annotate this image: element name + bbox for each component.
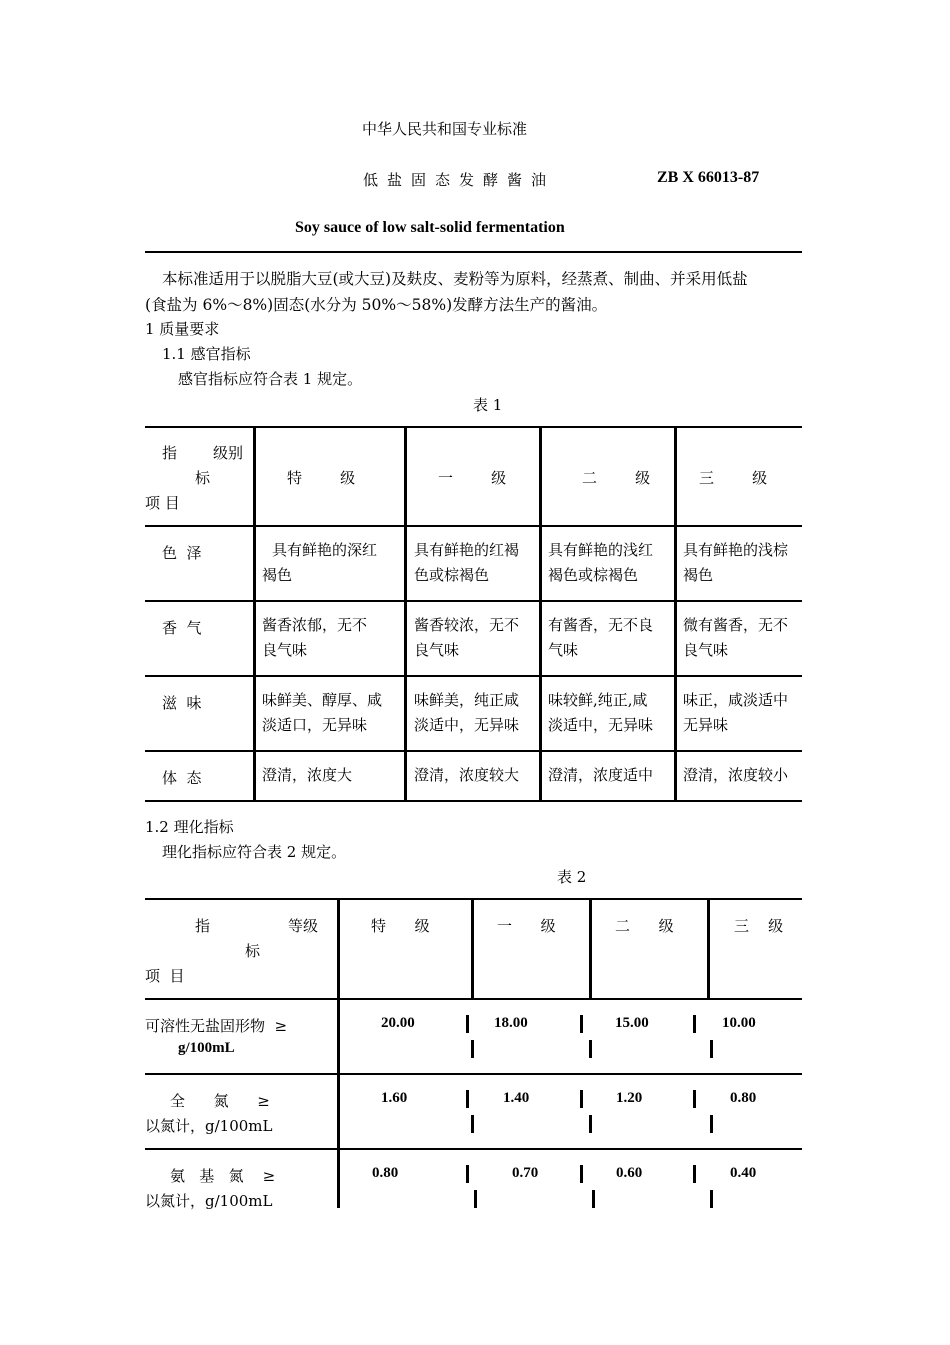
table2-corner-top-right: 等级 <box>288 917 319 935</box>
section-1-1-text: 感官指标应符合表 1 规定。 <box>178 370 363 388</box>
table1-cell: 具有鲜艳的红褐 色或棕褐色 <box>414 541 520 584</box>
section-1-2-heading: 1.2 理化指标 <box>145 818 234 836</box>
table1-row-label: 色 泽 <box>162 544 202 562</box>
table1-cell: 味鲜美，纯正咸 淡适中，无异味 <box>414 691 520 734</box>
section-1-2-text: 理化指标应符合表 2 规定。 <box>162 843 347 861</box>
table2-value: 0.60 <box>616 1165 643 1181</box>
table2-value: 1.20 <box>616 1090 643 1106</box>
table1-cell: 澄清，浓度大 <box>262 766 353 784</box>
table2-value: 15.00 <box>615 1015 649 1031</box>
table1-row-label: 滋 味 <box>162 694 202 712</box>
table1-corner-top: 指 <box>162 444 178 462</box>
table2-grade-2: 一 级 <box>497 917 556 935</box>
table2-corner-top: 指 <box>195 917 211 935</box>
table2-row-unit: 以氮计，g/100mL <box>145 1192 273 1210</box>
table1-grade-4: 三 级 <box>699 469 768 487</box>
table1-cell: 具有鲜艳的浅红 褐色或棕褐色 <box>548 541 654 584</box>
table2-grade-3: 二 级 <box>615 917 674 935</box>
table2-grade-1: 特 级 <box>371 917 430 935</box>
section-1-heading: 1 质量要求 <box>145 320 220 338</box>
table1-cell: 酱香较浓，无不 良气味 <box>414 616 520 659</box>
table1-grade-3: 二 级 <box>582 469 651 487</box>
table2-caption: 表 2 <box>557 868 587 886</box>
intro-line-2: (食盐为 6%～8%)固态(水分为 50%～58%)发酵方法生产的酱油。 <box>145 296 608 314</box>
table2-grade-4: 三 级 <box>734 917 784 935</box>
table2-row-label: 全 氮 ≥ <box>170 1092 270 1110</box>
table1-cell: 具有鲜艳的浅棕 褐色 <box>683 541 789 584</box>
table2-value: 1.40 <box>503 1090 530 1106</box>
table1-cell: 味正，咸淡适中 无异味 <box>683 691 789 734</box>
standard-code: ZB X 66013-87 <box>657 169 760 186</box>
table1-cell: 味较鲜,纯正,咸 淡适中，无异味 <box>548 691 654 734</box>
table1-corner-mid: 标 <box>195 469 211 487</box>
table1-corner-top-right: 级别 <box>213 444 244 462</box>
table2-row-unit: g/100mL <box>178 1040 235 1056</box>
table1-corner-bottom: 项 目 <box>145 494 180 512</box>
table1-cell: 酱香浓郁，无不 良气味 <box>262 616 368 659</box>
table2-row-unit: 以氮计，g/100mL <box>145 1117 273 1135</box>
table1-grade-1: 特 级 <box>287 469 356 487</box>
table2-row-label: 氨 基 氮 ≥ <box>170 1167 276 1185</box>
table2-value: 0.80 <box>372 1165 399 1181</box>
table1-grade-2: 一 级 <box>438 469 507 487</box>
table1-caption: 表 1 <box>473 396 503 414</box>
intro-line-1: 本标准适用于以脱脂大豆(或大豆)及麸皮、麦粉等为原料，经蒸煮、制曲、并采用低盐 <box>162 270 748 288</box>
table1-row-label: 体 态 <box>162 769 202 787</box>
table1-row-label: 香 气 <box>162 619 202 637</box>
table1-cell: 具有鲜艳的深红 褐色 <box>262 541 378 584</box>
table1-cell: 微有酱香，无不 良气味 <box>683 616 789 659</box>
table2-row-label: 可溶性无盐固形物 ≥ <box>145 1017 288 1035</box>
table1-cell: 澄清，浓度较小 <box>683 766 789 784</box>
standard-title-en: Soy sauce of low salt-solid fermentation <box>295 219 565 236</box>
table1-cell: 澄清，浓度适中 <box>548 766 654 784</box>
table1-cell: 有酱香，无不良 气味 <box>548 616 654 659</box>
table1-cell: 味鲜美、醇厚、咸 淡适口，无异味 <box>262 691 383 734</box>
table2-value: 18.00 <box>494 1015 528 1031</box>
table2-value: 0.80 <box>730 1090 757 1106</box>
section-1-1-heading: 1.1 感官指标 <box>162 345 251 363</box>
table2-corner-mid: 标 <box>245 942 261 960</box>
table2-value: 10.00 <box>722 1015 756 1031</box>
table1-cell: 澄清，浓度较大 <box>414 766 520 784</box>
header-divider <box>145 251 802 253</box>
table2-value: 0.70 <box>512 1165 539 1181</box>
table2-value: 0.40 <box>730 1165 757 1181</box>
standard-title-cn: 低盐固态发酵酱油 <box>363 171 556 189</box>
table2-corner-bottom: 项 目 <box>145 967 185 985</box>
table2-value: 1.60 <box>381 1090 408 1106</box>
table2-value: 20.00 <box>381 1015 415 1031</box>
org-title: 中华人民共和国专业标准 <box>362 120 528 138</box>
